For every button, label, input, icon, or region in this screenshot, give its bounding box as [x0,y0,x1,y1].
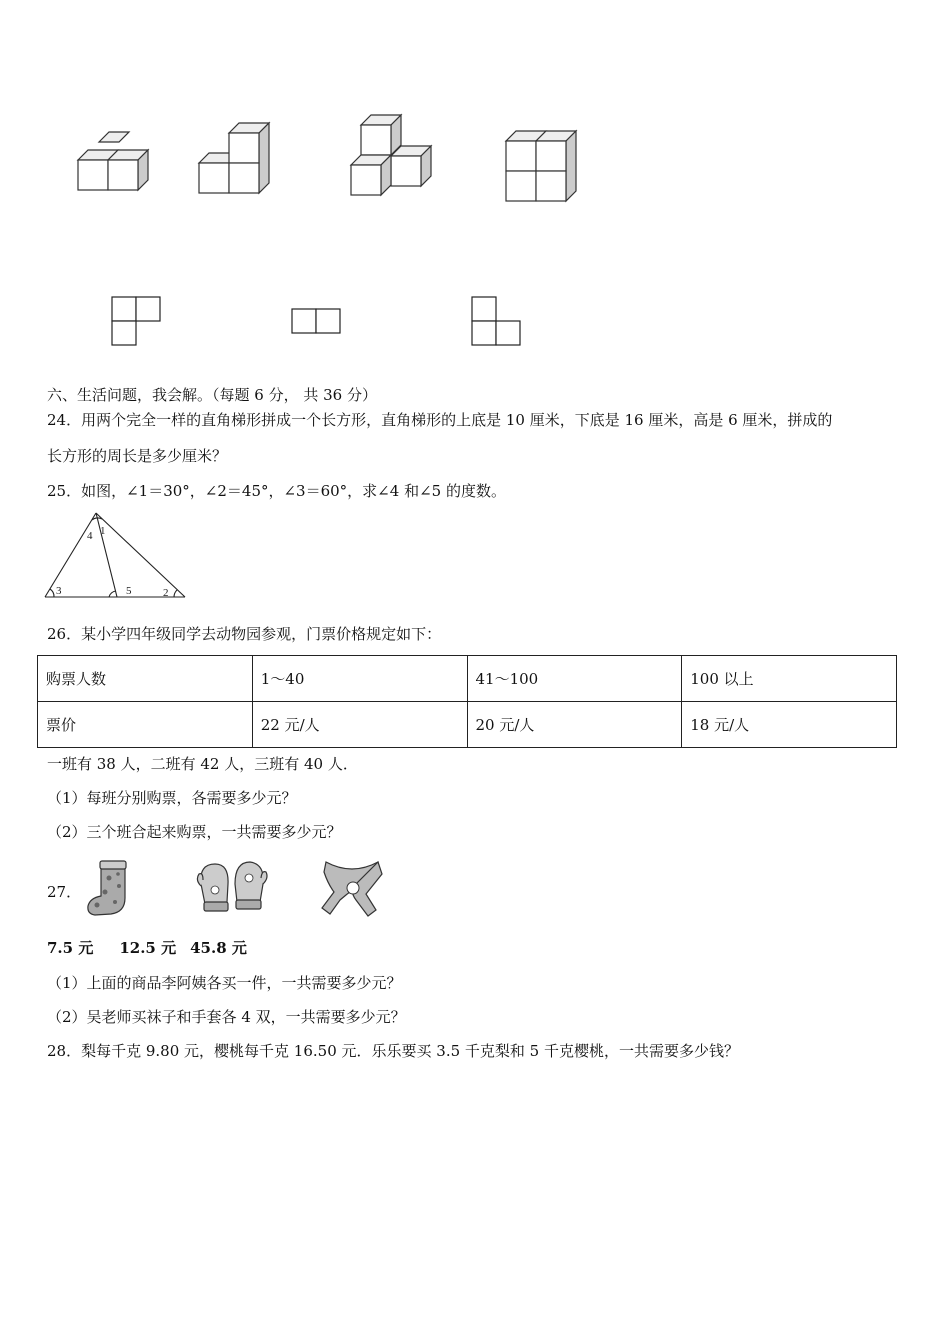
angle-label-1: 1 [100,525,106,537]
q24-text-line2: 长方形的周长是多少厘米？ [47,447,228,465]
ticket-price-table [37,655,897,748]
section-title: 六、生活问题，我会解。（每题 6 分， 共 36 分） [47,386,377,404]
table-cell: 41～100 [467,656,682,702]
q24-text-line1: 24．用两个完全一样的直角梯形拼成一个长方形，直角梯形的上底是 10 厘米，下底是 16 厘米，高是 6 厘米，拼成的 [47,411,833,429]
q26-sub2: （2）三个班合起来购票，一共需要多少元？ [47,823,342,841]
cube-solid-3 [345,110,440,202]
cube-solid-2 [190,115,280,200]
cube-solid-1 [70,130,160,200]
table-cell: 100 以上 [682,656,897,702]
angle-label-3: 3 [56,585,62,597]
cube-solid-4 [500,125,590,207]
price-mittens: 12.5 元 [119,939,177,957]
q26-info: 一班有 38 人，二班有 42 人，三班有 40 人． [47,755,358,773]
q27-number: 27． [47,883,82,901]
scarf-image [320,854,385,919]
triangle-figure [40,508,190,603]
q27-prices [47,938,273,958]
q26-intro: 26．某小学四年级同学去动物园参观，门票价格规定如下： [47,625,442,643]
table-cell: 20 元/人 [467,702,682,748]
q27-sub1: （1）上面的商品李阿姨各买一件，一共需要多少元？ [47,974,402,992]
q28-text: 28．梨每千克 9.80 元，樱桃每千克 16.50 元．乐乐要买 3.5 千克梨和 5 千克樱桃，一共需要多少钱？ [47,1042,739,1060]
price-scarf: 45.8 元 [190,939,247,957]
view-shape-3 [471,296,523,348]
table-row [38,702,897,748]
table-cell: 购票人数 [38,656,253,702]
table-cell: 1～40 [252,656,467,702]
mittens-image [195,856,270,918]
table-row [38,656,897,702]
angle-label-2: 2 [163,587,169,599]
table-cell: 18 元/人 [682,702,897,748]
angle-label-4: 4 [87,530,93,542]
view-shape-2 [291,308,343,336]
price-socks: 7.5 元 [47,939,94,957]
table-cell: 票价 [38,702,253,748]
sock-image [85,858,135,920]
view-shape-1 [111,296,163,348]
q25-text: 25．如图，∠1＝30°，∠2＝45°，∠3＝60°，求∠4 和∠5 的度数。 [47,482,506,500]
q27-sub2: （2）吴老师买袜子和手套各 4 双，一共需要多少元？ [47,1008,406,1026]
angle-label-5: 5 [126,585,132,597]
table-cell: 22 元/人 [252,702,467,748]
q26-sub1: （1）每班分别购票，各需要多少元？ [47,789,297,807]
